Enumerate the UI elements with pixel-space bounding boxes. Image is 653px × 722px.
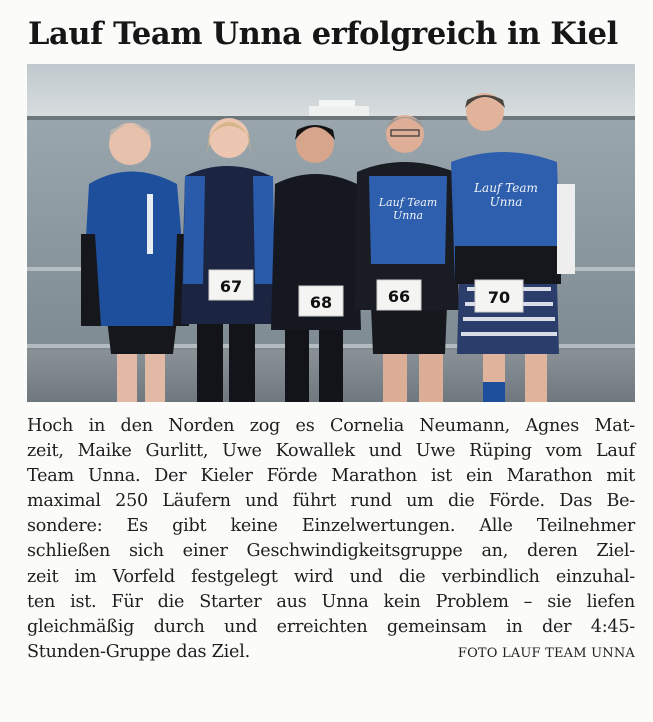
shirt-text-line1-right: Lauf Team: [474, 181, 538, 195]
bib-66: 66: [387, 287, 411, 306]
article-body: [27, 414, 635, 666]
bib-67: 67: [219, 277, 243, 296]
body-line: Team Unna. Der Kieler Förde Marathon ist ein Marathon mit: [27, 466, 635, 487]
body-line: maximal 250 Läufern und führt rund um die Förde. Das Be-: [27, 491, 635, 512]
body-line: gleichmäßig durch und erreichten gemeinsam in der 4:45-: [27, 616, 635, 637]
shirt-text-line2: Unna: [393, 209, 423, 222]
bib-70: 70: [487, 288, 511, 307]
article-headline: Lauf Team Unna erfolgreich in Kiel: [28, 16, 618, 52]
bib-68: 68: [309, 293, 333, 312]
body-line: sondere: Es gibt keine Einzelwertungen. Alle Teilnehmer: [27, 516, 635, 537]
body-line: zeit, Maike Gurlitt, Uwe Kowallek und Uwe Rüping vom Lauf: [27, 441, 635, 462]
body-line: ten ist. Für die Starter aus Unna kein Problem – sie liefen: [27, 591, 635, 612]
photo-credit: FOTO LAUF TEAM UNNA: [457, 645, 635, 661]
body-line: schließen sich einer Geschwindigkeitsgruppe an, deren Ziel-: [27, 541, 635, 562]
body-line: Stunden-Gruppe das Ziel.: [27, 641, 250, 662]
body-last-line: [27, 640, 635, 666]
body-line: Hoch in den Norden zog es Cornelia Neumann, Agnes Mat-: [27, 416, 635, 436]
runners-group-photo: [27, 64, 635, 402]
shirt-text-line2-right: Unna: [489, 195, 523, 209]
shirt-text-line1: Lauf Team: [378, 196, 438, 209]
article-photo: [27, 64, 635, 402]
body-line: zeit im Vorfeld festgelegt wird und die verbindlich einzuhal-: [27, 566, 635, 587]
